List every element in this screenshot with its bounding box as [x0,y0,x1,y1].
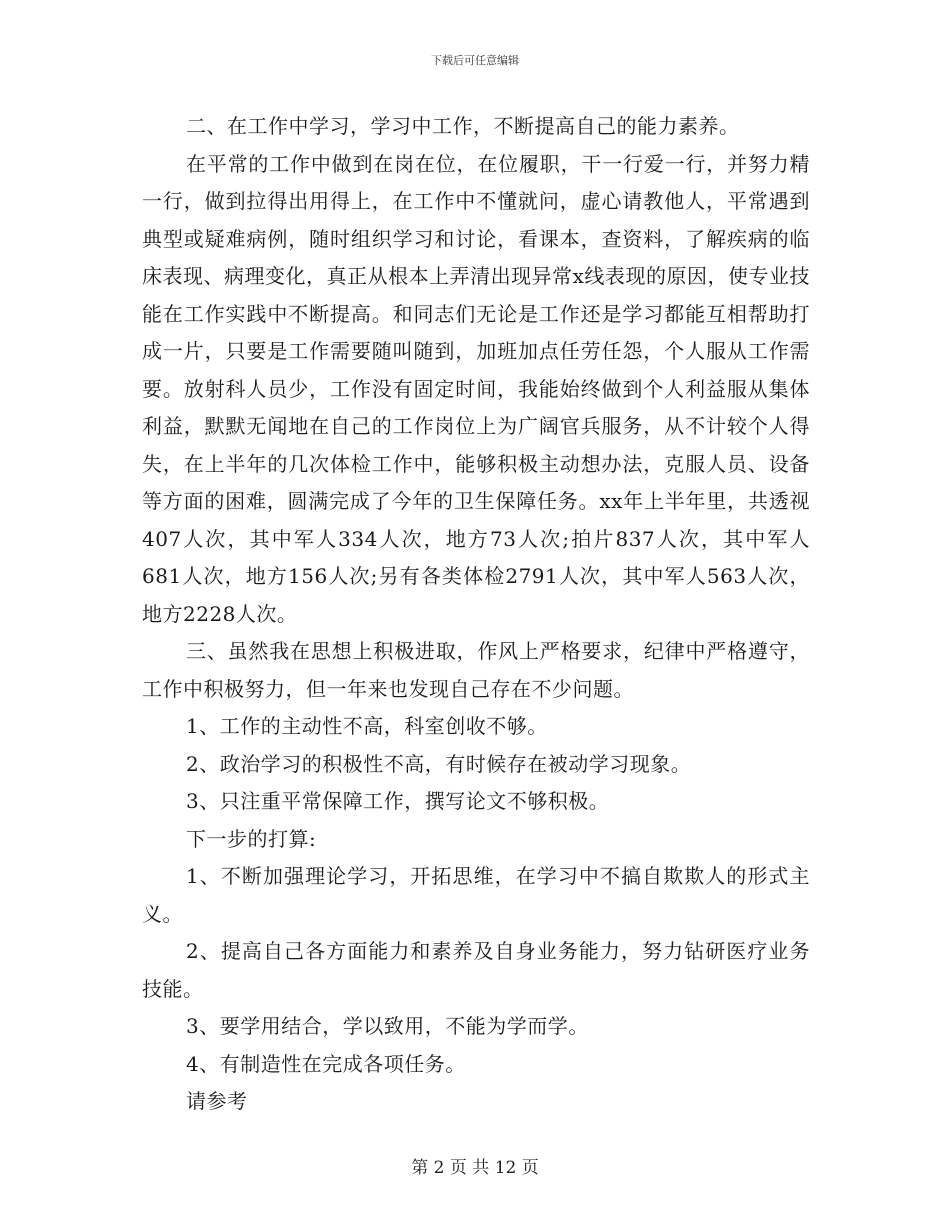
list-item: 1、工作的主动性不高，科室创收不够。 [186,714,548,738]
list-item: 1、不断加强理论学习，开拓思维，在学习中不搞自欺欺人的形式主义。 [142,864,810,926]
list-item: 3、只注重平常保障工作，撰写论文不够积极。 [186,789,610,813]
list-item: 4、有制造性在完成各项任务。 [186,1051,466,1076]
section-heading-2: 二、在工作中学习，学习中工作，不断提高自己的能力素养。 [186,114,740,138]
closing-line: 请参考 [186,1089,248,1113]
list-item: 3、要学用结合，学以致用，不能为学而学。 [186,1014,589,1038]
document-body [142,108,810,1121]
section-heading-3: 三、虽然我在思想上积极进取，作风上严格要求，纪律中严格遵守，工作中积极努力，但一年来也发现自己存在不少问题。 [142,639,810,701]
list-item: 2、政治学习的积极性不高，有时候存在被动学习现象。 [186,751,692,776]
page-number: 第 2 页 共 12 页 [411,1158,539,1178]
body-paragraph: 在平常的工作中做到在岗在位，在位履职，干一行爱一行，并努力精一行，做到拉得出用得上，在工作中不懂就问，虚心请教他人，平常遇到典型或疑难病例，随时组织学习和讨论，看课本，查资料，了解疾病的临床表现、病理变化，真正从根本上弄清出现异常x线表现的原因，使专业技能在工作实践中不断提高。和同志们无论是工作还是学习都能互相帮助打成一片，只要是工作需要随叫随到，加班加点任劳任怨，个人服从工作需要。放射科人员少，工作没有固定时间，我能始终做到个人利益服从集体利益，默默无闻地在自己的工作岗位上为广阔官兵服务，从不计较个人得失，在上半年的几次体检工作中，能够积极主动想办法，克服人员、设备等方面的困难，圆满完成了今年的卫生保障任务。xx年上半年里，共透视407人次，其中军人334人次，地方73人次;拍片837人次，其中军人 681人次，地方156人次;另有各类体检2791人次，其中军人563人次，地方2228人次。 [142,151,810,626]
subheading-next-steps: 下一步的打算: [186,826,317,851]
page-header: 下载后可任意编辑 [431,54,519,67]
list-item: 2、提高自己各方面能力和素养及自身业务能力，努力钻研医疗业务技能。 [142,939,810,1001]
